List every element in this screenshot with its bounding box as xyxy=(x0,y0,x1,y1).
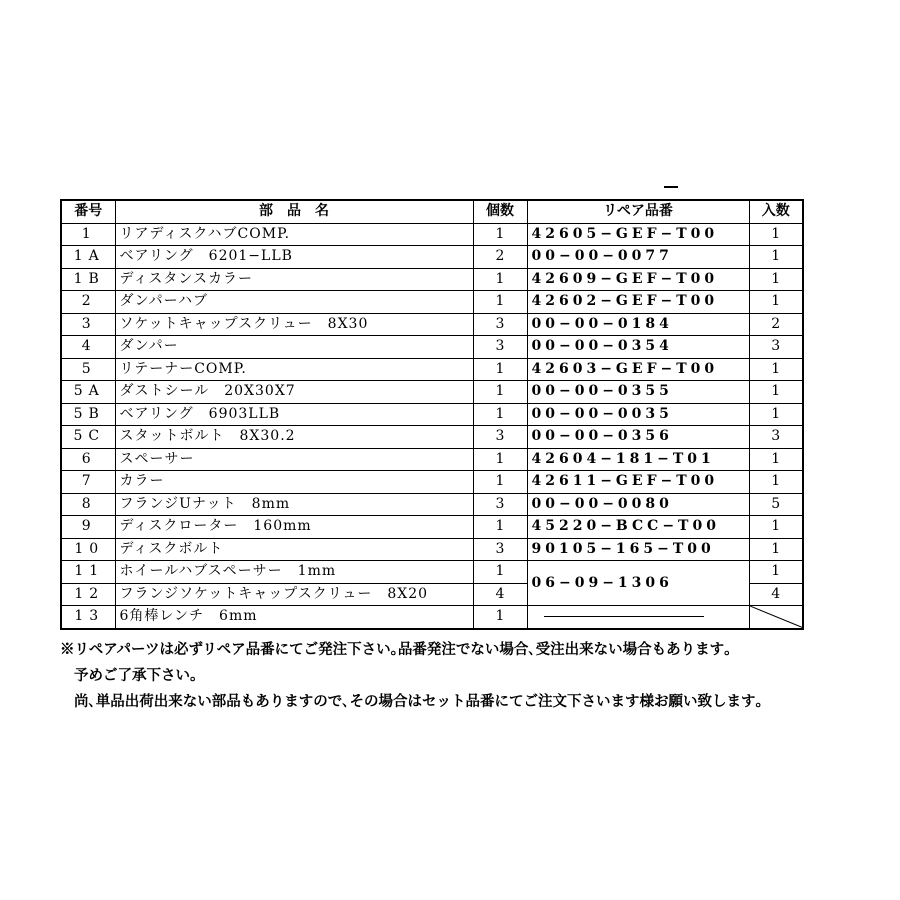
cell-qty: 3 xyxy=(473,426,527,449)
note-line: 予めご了承下さい｡ xyxy=(74,667,198,684)
cell-repair: 00−00−0184 xyxy=(527,313,749,336)
cell-name: ダンパー xyxy=(115,336,473,359)
table-row xyxy=(61,291,803,314)
cell-num: 3 xyxy=(61,313,115,336)
header-num: 番号 xyxy=(61,200,115,223)
cell-name: ディスクローター 160mm xyxy=(115,516,473,539)
cell-qty: 4 xyxy=(473,583,527,606)
table-header-row xyxy=(61,200,803,223)
cell-pack: 1 xyxy=(749,448,803,471)
cell-qty: 1 xyxy=(473,268,527,291)
table-body xyxy=(61,223,803,629)
cell-repair: 42611−GEF−T00 xyxy=(527,471,749,494)
cell-num: 1B xyxy=(61,268,115,291)
cell-pack: 1 xyxy=(749,381,803,404)
table-row xyxy=(61,426,803,449)
table-row xyxy=(61,606,803,629)
decorative-dash xyxy=(664,186,678,188)
cell-num: 1A xyxy=(61,246,115,269)
cell-num: 11 xyxy=(61,561,115,584)
cell-repair: 90105−165−T00 xyxy=(527,538,749,561)
cell-repair: 00−00−0080 xyxy=(527,493,749,516)
table-row xyxy=(61,538,803,561)
cell-qty: 1 xyxy=(473,291,527,314)
cell-name: ダンパーハブ xyxy=(115,291,473,314)
cell-name: リテーナーCOMP. xyxy=(115,358,473,381)
cell-pack-slash xyxy=(749,606,803,629)
table-row xyxy=(61,381,803,404)
cell-num: 5B xyxy=(61,403,115,426)
cell-name: ソケットキャップスクリュー 8X30 xyxy=(115,313,473,336)
table-row xyxy=(61,223,803,246)
cell-num: 5A xyxy=(61,381,115,404)
cell-num: 12 xyxy=(61,583,115,606)
cell-name: リアディスクハブCOMP. xyxy=(115,223,473,246)
cell-repair: 00−00−0356 xyxy=(527,426,749,449)
header-repair-number: リペア品番 xyxy=(527,200,749,223)
cell-num: 2 xyxy=(61,291,115,314)
cell-repair: 00−00−0035 xyxy=(527,403,749,426)
cell-name: ベアリング 6201−LLB xyxy=(115,246,473,269)
cell-pack: 1 xyxy=(749,403,803,426)
cell-pack: 1 xyxy=(749,246,803,269)
cell-repair-blank xyxy=(527,606,749,629)
cell-name: スペーサー xyxy=(115,448,473,471)
cell-qty: 3 xyxy=(473,336,527,359)
cell-repair: 42605−GEF−T00 xyxy=(527,223,749,246)
cell-num: 9 xyxy=(61,516,115,539)
table-row xyxy=(61,493,803,516)
cell-qty: 1 xyxy=(473,448,527,471)
cell-qty: 1 xyxy=(473,561,527,584)
header-pack-quantity: 入数 xyxy=(749,200,803,223)
cell-pack: 2 xyxy=(749,313,803,336)
cell-qty: 1 xyxy=(473,516,527,539)
cell-name: ディスタンスカラー xyxy=(115,268,473,291)
cell-pack: 3 xyxy=(749,336,803,359)
cell-repair: 45220−BCC−T00 xyxy=(527,516,749,539)
cell-repair: 42603−GEF−T00 xyxy=(527,358,749,381)
cell-qty: 3 xyxy=(473,493,527,516)
cell-repair: 00−00−0077 xyxy=(527,246,749,269)
cell-pack: 4 xyxy=(749,583,803,606)
cell-pack: 1 xyxy=(749,223,803,246)
cell-pack: 1 xyxy=(749,516,803,539)
cell-pack: 1 xyxy=(749,561,803,584)
cell-name: フランジソケットキャップスクリュー 8X20 xyxy=(115,583,473,606)
cell-num: 10 xyxy=(61,538,115,561)
cell-num: 5 xyxy=(61,358,115,381)
cell-qty: 3 xyxy=(473,538,527,561)
note-line: 尚､単品出荷出来ない部品もありますので､その場合はセット品番にてご注文下さいます様お願い致します｡ xyxy=(74,693,763,710)
header-quantity: 個数 xyxy=(473,200,527,223)
header-part-name: 部 品 名 xyxy=(115,200,473,223)
table-row xyxy=(61,403,803,426)
cell-name: フランジUナット 8mm xyxy=(115,493,473,516)
cell-name: ベアリング 6903LLB xyxy=(115,403,473,426)
cell-num: 13 xyxy=(61,606,115,629)
table-row xyxy=(61,246,803,269)
cell-qty: 1 xyxy=(473,358,527,381)
cell-pack: 1 xyxy=(749,538,803,561)
cell-pack: 5 xyxy=(749,493,803,516)
cell-num: 1 xyxy=(61,223,115,246)
cell-pack: 1 xyxy=(749,291,803,314)
cell-qty: 3 xyxy=(473,313,527,336)
cell-repair: 42604−181−T01 xyxy=(527,448,749,471)
cell-pack: 3 xyxy=(749,426,803,449)
cell-repair-shared: 06−09−1306 xyxy=(527,561,749,606)
cell-qty: 1 xyxy=(473,471,527,494)
cell-name: ダストシール 20X30X7 xyxy=(115,381,473,404)
cell-qty: 1 xyxy=(473,403,527,426)
cell-name: ホイールハブスペーサー 1mm xyxy=(115,561,473,584)
cell-repair: 42609−GEF−T00 xyxy=(527,268,749,291)
table-row xyxy=(61,268,803,291)
cell-name: スタットボルト 8X30.2 xyxy=(115,426,473,449)
parts-table xyxy=(60,199,804,630)
cell-num: 8 xyxy=(61,493,115,516)
cell-name: 6角棒レンチ 6mm xyxy=(115,606,473,629)
cell-pack: 1 xyxy=(749,268,803,291)
cell-repair: 42602−GEF−T00 xyxy=(527,291,749,314)
cell-pack: 1 xyxy=(749,471,803,494)
cell-name: ディスクボルト xyxy=(115,538,473,561)
cell-name: カラー xyxy=(115,471,473,494)
table-row xyxy=(61,448,803,471)
cell-num: 5C xyxy=(61,426,115,449)
cell-num: 4 xyxy=(61,336,115,359)
diagonal-slash-icon xyxy=(750,606,803,628)
cell-qty: 2 xyxy=(473,246,527,269)
cell-pack: 1 xyxy=(749,358,803,381)
note-line: ※リペアパーツは必ずリペア品番にてご発注下さい｡品番発注でない場合､受注出来ない場合もあります｡ xyxy=(60,641,732,658)
table-row xyxy=(61,516,803,539)
table-row xyxy=(61,561,803,584)
cell-repair: 00−00−0355 xyxy=(527,381,749,404)
blank-line xyxy=(544,616,704,617)
table-row xyxy=(61,358,803,381)
table-row xyxy=(61,336,803,359)
cell-qty: 1 xyxy=(473,381,527,404)
cell-num: 6 xyxy=(61,448,115,471)
cell-qty: 1 xyxy=(473,606,527,629)
notes xyxy=(60,637,763,715)
cell-repair: 00−00−0354 xyxy=(527,336,749,359)
cell-qty: 1 xyxy=(473,223,527,246)
cell-num: 7 xyxy=(61,471,115,494)
table-row xyxy=(61,313,803,336)
table-row xyxy=(61,471,803,494)
